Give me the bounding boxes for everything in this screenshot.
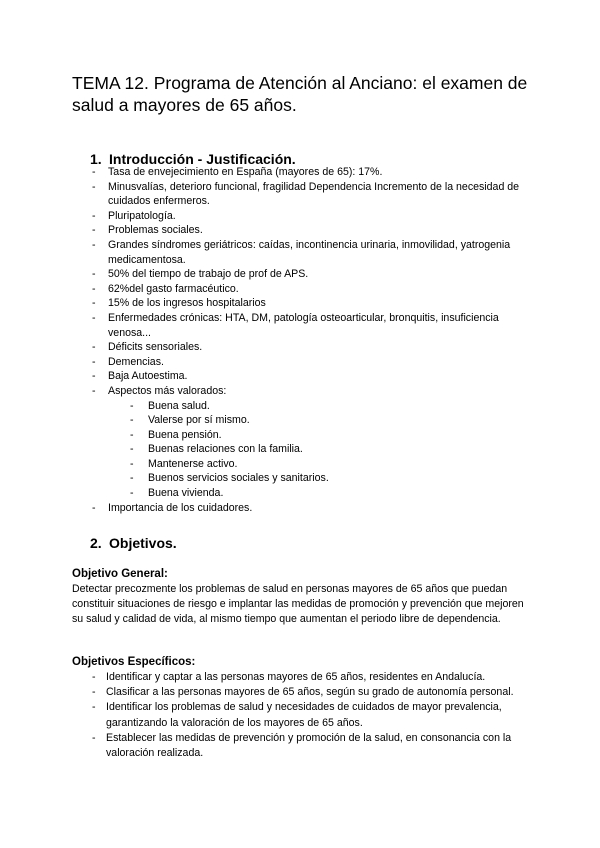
general-objective-title: Objetivo General:	[72, 568, 168, 580]
section-number: 2.	[90, 535, 102, 551]
dash-bullet: -	[130, 472, 134, 485]
section-heading-objetivos	[90, 534, 177, 552]
sub-list-item	[130, 399, 532, 414]
general-objective-text: Detectar precozmente los problemas de salud en personas mayores de 65 años que puedan constituir situaciones de riesgo e implantar las medidas de promoción y prevención que mejoren su salud y calidad de vida, al mismo tiempo que aumentan el periodo libre de dependencia.	[72, 583, 524, 626]
dash-bullet: -	[92, 224, 96, 237]
list-item	[92, 296, 532, 311]
dash-bullet: -	[92, 282, 96, 295]
list-item-text: Grandes síndromes geriátricos: caídas, incontinencia urinaria, inmovilidad, yatrogenia medicamentosa.	[108, 238, 511, 266]
dash-bullet: -	[92, 355, 96, 368]
dash-bullet: -	[130, 443, 134, 456]
specific-objectives-list	[92, 670, 528, 761]
dash-bullet: -	[92, 166, 96, 178]
dash-bullet: -	[92, 268, 96, 281]
list-item-text: Minusvalías, deterioro funcional, fragilidad Dependencia Incremento de la necesidad de cuidados enfermeros.	[108, 180, 520, 208]
list-item-text: Clasificar a las personas mayores de 65 años, según su grado de autonomía personal.	[106, 686, 514, 699]
list-item-text: Tasa de envejecimiento en España (mayores de 65): 17%.	[108, 166, 383, 178]
sub-list-item-text: Buenas relaciones con la familia.	[148, 443, 303, 456]
list-item	[92, 223, 532, 238]
list-item	[92, 369, 532, 384]
list-item-text: 62%del gasto farmacéutico.	[108, 282, 239, 295]
list-item	[92, 731, 528, 761]
list-item-text: 50% del tiempo de trabajo de prof de APS.	[108, 268, 309, 281]
list-item	[92, 685, 528, 700]
list-item	[92, 267, 532, 282]
dash-bullet: -	[92, 370, 96, 383]
list-item-text: Enfermedades crónicas: HTA, DM, patología osteoarticular, bronquitis, insuficiencia venosa...	[108, 311, 499, 339]
sub-list-item-text: Valerse por sí mismo.	[148, 414, 250, 427]
sub-list-item-text: Mantenerse activo.	[148, 457, 238, 470]
sub-list-item-text: Buenos servicios sociales y sanitarios.	[148, 472, 329, 485]
dash-bullet: -	[130, 399, 134, 412]
valued-aspects-list	[108, 399, 532, 501]
dash-bullet: -	[92, 731, 96, 744]
dash-bullet: -	[92, 209, 96, 222]
dash-bullet: -	[92, 297, 96, 310]
list-item-text: Pluripatología.	[108, 209, 176, 222]
sub-list-item	[130, 471, 532, 486]
dash-bullet: -	[92, 384, 96, 397]
sub-list-item-text: Buena pensión.	[148, 428, 222, 441]
list-item-text: Baja Autoestima.	[108, 370, 188, 383]
list-item-text: Importancia de los cuidadores.	[108, 501, 253, 514]
sub-list-item	[130, 486, 532, 501]
list-item-text: Aspectos más valorados:	[108, 384, 227, 397]
specific-objectives-title: Objetivos Específicos:	[72, 656, 196, 668]
list-item-text: Establecer las medidas de prevención y promoción de la salud, en consonancia con la valoración realizada.	[106, 731, 512, 760]
section-heading-text: Introducción - Justificación.	[109, 151, 296, 167]
list-item	[92, 384, 532, 501]
list-item	[92, 311, 532, 340]
sub-list-item	[130, 428, 532, 443]
list-item-text: 15% de los ingresos hospitalarios	[108, 297, 266, 310]
dash-bullet: -	[130, 428, 134, 441]
sub-list-item	[130, 442, 532, 457]
dash-bullet: -	[92, 180, 96, 193]
list-item	[92, 670, 528, 685]
list-item-text: Déficits sensoriales.	[108, 341, 203, 354]
list-item-text: Identificar y captar a las personas mayores de 65 años, residentes en Andalucía.	[106, 671, 486, 683]
list-item	[92, 238, 532, 267]
dash-bullet: -	[92, 686, 96, 699]
section-number: 1.	[90, 151, 102, 167]
introduccion-list	[92, 165, 532, 515]
dash-bullet: -	[92, 701, 96, 714]
page-title: TEMA 12. Programa de Atención al Anciano: el examen de salud a mayores de 65 años.	[72, 73, 528, 115]
dash-bullet: -	[130, 457, 134, 470]
section-heading-text: Objetivos.	[109, 535, 177, 551]
list-item-text: Problemas sociales.	[108, 224, 203, 237]
list-item	[92, 340, 532, 355]
list-item-text: Demencias.	[108, 355, 164, 368]
list-item	[92, 355, 532, 370]
sub-list-item	[130, 413, 532, 428]
sub-list-item-text: Buena salud.	[148, 399, 210, 412]
list-item	[92, 501, 532, 516]
dash-bullet: -	[92, 311, 96, 324]
sub-list-item-text: Buena vivienda.	[148, 487, 224, 500]
dash-bullet: -	[130, 414, 134, 427]
list-item	[92, 209, 532, 224]
sub-list-item	[130, 457, 532, 472]
dash-bullet: -	[92, 671, 96, 683]
list-item	[92, 700, 528, 730]
list-item	[92, 165, 532, 180]
list-item	[92, 282, 532, 297]
dash-bullet: -	[92, 501, 96, 514]
dash-bullet: -	[92, 341, 96, 354]
list-item	[92, 180, 532, 209]
dash-bullet: -	[92, 238, 96, 251]
list-item-text: Identificar los problemas de salud y necesidades de cuidados de mayor prevalencia, garantizando la valoración de los mayores de 65 años.	[106, 701, 502, 729]
dash-bullet: -	[130, 487, 134, 500]
